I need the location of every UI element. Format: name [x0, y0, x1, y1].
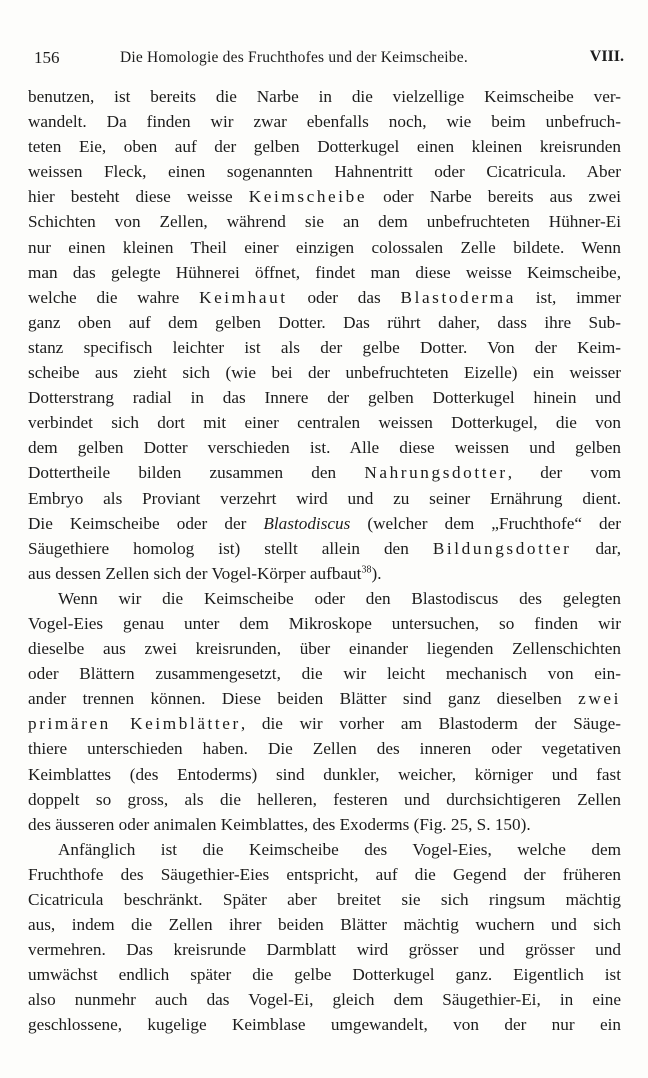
text-line: [28, 636, 621, 661]
chapter-number: VIII.: [589, 48, 624, 65]
line-text: hier besteht diese weisse: [28, 187, 249, 207]
line-text: Keimblattes (des Entoderms) sind dunkler, weicher, körniger und fast: [28, 764, 621, 784]
text-line: [28, 235, 621, 260]
line-text: weissen Fleck, einen sogenannten Hahnentritt oder Cicatricula. Aber: [28, 162, 621, 182]
page-number: 156: [34, 48, 60, 67]
italic-term: Blastodiscus: [263, 513, 351, 533]
text-line: [28, 335, 621, 360]
text-line: [28, 109, 621, 134]
spaced-term: Bildungsdotter: [432, 538, 572, 558]
text-line: [28, 962, 621, 987]
line-text: aus dessen Zellen sich der Vogel-Körper aufbaut: [28, 563, 362, 583]
text-line: [28, 787, 621, 812]
text-line: [28, 762, 621, 787]
line-text: oder Blättern zusammengesetzt, die wir leicht mechanisch von ein-: [28, 664, 621, 684]
text-line: [28, 486, 621, 511]
text-line: [28, 410, 621, 435]
spaced-term: Blastoderma: [400, 287, 516, 307]
text-line: [28, 736, 621, 761]
line-text: man das gelegte Hühnerei öffnet, findet man diese weisse Keimscheibe,: [28, 262, 621, 282]
spaced-term: primären Keimblätter: [28, 714, 241, 734]
line-text: ganz oben auf dem gelben Dotter. Das rührt daher, dass ihre Sub-: [28, 312, 621, 332]
text-line: [28, 385, 621, 410]
body-text: [28, 84, 621, 1038]
text-line: [28, 209, 621, 234]
spaced-term: Keimscheibe: [248, 187, 368, 207]
line-text: Wenn wir die Keimscheibe oder den Blastodiscus des gelegten: [58, 588, 621, 608]
line-text: Cicatricula beschränkt. Später aber breitet sie sich ringsum mächtig: [28, 890, 621, 909]
line-text: , der vom: [507, 463, 621, 483]
text-line: [28, 837, 621, 862]
line-text: oder das: [287, 287, 401, 307]
line-text: Säugethiere homolog ist) stellt allein den: [28, 538, 433, 558]
text-line: [28, 611, 621, 636]
line-text: umwächst endlich später die gelbe Dotterkugel ganz. Eigentlich ist: [28, 965, 621, 985]
line-text: Fruchthofe des Säugethier-Eies entspricht, auf die Gegend der früheren: [28, 864, 621, 884]
text-line: [28, 661, 621, 686]
text-line: [28, 260, 621, 285]
line-text: ist, immer: [515, 287, 621, 307]
text-line: [28, 937, 621, 962]
line-text: oder Narbe bereits aus zwei: [367, 187, 621, 207]
text-line: [28, 686, 621, 711]
text-line: [28, 285, 621, 310]
line-text: Anfänglich ist die Keimscheibe des Vogel-Eies, welche dem: [58, 839, 621, 859]
spaced-term: Keimhaut: [199, 287, 288, 307]
line-text: doppelt so gross, als die helleren, festeren und durchsichtigeren Zellen: [28, 789, 621, 809]
line-text: aus, indem die Zellen ihrer beiden Blätter mächtig wuchern und sich: [28, 915, 621, 935]
footnote-ref: 38: [361, 564, 372, 576]
text-line: [28, 360, 621, 385]
text-line: [28, 184, 621, 209]
line-text: thiere unterschieden haben. Die Zellen des inneren oder vegetativen: [28, 739, 621, 759]
text-line: [28, 561, 621, 586]
text-line: [28, 812, 621, 837]
text-line: [28, 134, 621, 159]
line-text: Dotterstrang radial in das Innere der gelben Dotterkugel hinein und: [28, 388, 621, 408]
text-line: [28, 536, 621, 561]
line-text: benutzen, ist bereits die Narbe in die vielzellige Keimscheibe ver-: [28, 87, 621, 106]
text-line: [28, 435, 621, 460]
page-header: [34, 48, 624, 72]
line-text: ).: [371, 563, 382, 583]
line-text: dem gelben Dotter verschieden ist. Alle diese weissen und gelben: [28, 438, 621, 458]
line-text: Embryo als Proviant verzehrt wird und zu seiner Ernährung dient.: [28, 488, 621, 508]
line-text: nur einen kleinen Theil einer einzigen colossalen Zelle bildete. Wenn: [28, 237, 621, 257]
line-text: Dottertheile bilden zusammen den: [28, 463, 365, 483]
line-text: Vogel-Eies genau unter dem Mikroskope untersuchen, so finden wir: [28, 613, 621, 633]
text-line: [28, 912, 621, 937]
line-text: vermehren. Das kreisrunde Darmblatt wird grösser und grösser und: [28, 940, 621, 960]
running-title: Die Homologie des Fruchthofes und der Keimscheibe.: [120, 49, 468, 66]
text-line: [28, 711, 621, 736]
spaced-term: zwei: [578, 689, 621, 709]
text-line: [28, 84, 621, 109]
line-text: wandelt. Da finden wir zwar ebenfalls noch, wie beim unbefruch-: [28, 112, 621, 132]
text-line: [28, 460, 621, 485]
line-text: also nunmehr auch das Vogel-Ei, gleich dem Säugethier-Ei, in eine: [28, 990, 621, 1010]
line-text: teten Eie, oben auf der gelben Dotterkugel einen kleinen kreisrunden: [28, 137, 621, 157]
text-line: [28, 862, 621, 887]
text-line: [28, 586, 621, 611]
text-line: [28, 310, 621, 335]
text-line: [28, 159, 621, 184]
line-text: des äusseren oder animalen Keimblattes, des Exoderms (Fig. 25, S. 150).: [28, 814, 531, 834]
line-text: Schichten von Zellen, während sie an dem unbefruchteten Hühner-Ei: [28, 212, 621, 232]
line-text: welche die wahre: [28, 287, 200, 307]
text-line: [28, 511, 621, 536]
line-text: (welcher dem „Fruchthofe“ der: [350, 513, 621, 533]
line-text: , die wir vorher am Blastoderm der Säuge-: [240, 714, 621, 734]
line-text: scheibe aus zieht sich (wie bei der unbefruchteten Eizelle) ein weisser: [28, 363, 621, 383]
line-text: geschlossene, kugelige Keimblase umgewandelt, von der nur ein: [28, 1015, 621, 1035]
text-line: [28, 887, 621, 912]
line-text: ander trennen können. Diese beiden Blätter sind ganz dieselben: [28, 689, 579, 709]
line-text: verbindet sich dort mit einer centralen weissen Dotterkugel, die von: [28, 413, 621, 433]
spaced-term: Nahrungsdotter: [364, 463, 508, 483]
line-text: dieselbe aus zwei kreisrunden, über einander liegenden Zellenschichten: [28, 639, 621, 659]
text-line: [28, 1012, 621, 1037]
text-line: [28, 987, 621, 1012]
line-text: Die Keimscheibe oder der: [28, 513, 264, 533]
line-text: stanz specifisch leichter ist als der gelbe Dotter. Von der Keim-: [28, 337, 621, 357]
line-text: dar,: [571, 538, 621, 558]
